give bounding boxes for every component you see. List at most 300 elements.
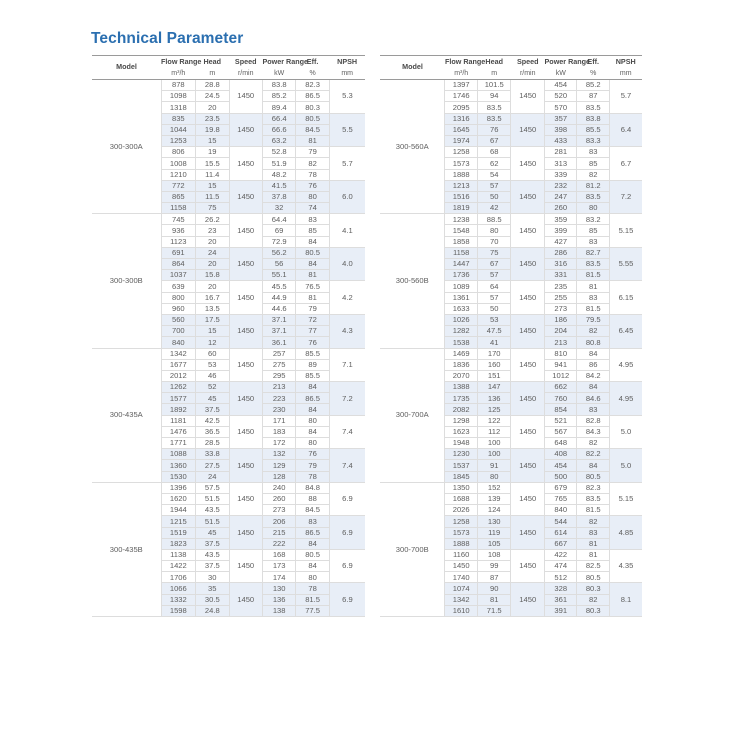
unit-power: kW <box>262 68 295 80</box>
eff-cell: 84 <box>296 538 329 549</box>
column-header-eff: Eff. <box>296 56 329 69</box>
head-cell: 50 <box>477 191 511 202</box>
speed-cell: 1450 <box>229 214 262 248</box>
power-cell: 570 <box>545 102 577 113</box>
flow-cell: 1210 <box>161 169 196 180</box>
head-cell: 139 <box>477 493 511 504</box>
model-cell: 300-700B <box>380 482 445 616</box>
npsh-cell: 4.35 <box>609 549 642 583</box>
npsh-cell: 5.5 <box>329 113 365 147</box>
npsh-cell: 6.0 <box>329 180 365 214</box>
eff-cell: 86 <box>577 359 609 370</box>
eff-cell: 85.5 <box>296 370 329 381</box>
flow-cell: 1538 <box>445 337 477 348</box>
head-cell: 30.5 <box>196 594 229 605</box>
table-row <box>92 482 365 493</box>
head-cell: 64 <box>477 281 511 292</box>
flow-cell: 1519 <box>161 527 196 538</box>
power-cell: 37.1 <box>262 326 295 337</box>
eff-cell: 82.2 <box>577 449 609 460</box>
flow-cell: 1098 <box>161 91 196 102</box>
power-cell: 810 <box>545 348 577 359</box>
flow-cell: 1397 <box>445 80 477 91</box>
flow-cell: 1633 <box>445 303 477 314</box>
unit-eff: % <box>577 68 609 80</box>
head-cell: 152 <box>477 482 511 493</box>
speed-cell: 1450 <box>229 247 262 281</box>
power-cell: 260 <box>545 203 577 214</box>
flow-cell: 1573 <box>445 527 477 538</box>
column-header-model: Model <box>92 56 161 80</box>
speed-cell: 1450 <box>229 314 262 348</box>
speed-cell: 1450 <box>511 281 545 315</box>
power-cell: 454 <box>545 460 577 471</box>
head-cell: 28.5 <box>196 438 229 449</box>
head-cell: 108 <box>477 549 511 560</box>
eff-cell: 80.5 <box>577 572 609 583</box>
eff-cell: 84.5 <box>296 505 329 516</box>
flow-cell: 1037 <box>161 270 196 281</box>
eff-cell: 82 <box>296 158 329 169</box>
eff-cell: 76.5 <box>296 281 329 292</box>
model-cell: 300-300B <box>92 214 161 348</box>
flow-cell: 1537 <box>445 460 477 471</box>
speed-cell: 1450 <box>229 449 262 483</box>
flow-cell: 1282 <box>445 326 477 337</box>
power-cell: 69 <box>262 225 295 236</box>
npsh-cell: 6.9 <box>329 482 365 516</box>
model-cell: 300-435A <box>92 348 161 482</box>
eff-cell: 83.5 <box>577 102 609 113</box>
power-cell: 427 <box>545 236 577 247</box>
head-cell: 47.5 <box>477 326 511 337</box>
head-cell: 124 <box>477 505 511 516</box>
head-cell: 88.5 <box>477 214 511 225</box>
head-cell: 100 <box>477 449 511 460</box>
eff-cell: 80.5 <box>296 549 329 560</box>
flow-cell: 1158 <box>445 247 477 258</box>
flow-cell: 2070 <box>445 370 477 381</box>
speed-cell: 1450 <box>229 348 262 382</box>
column-header-flow-range: Flow Range <box>445 56 477 69</box>
eff-cell: 86.5 <box>296 91 329 102</box>
eff-cell: 80.3 <box>577 605 609 616</box>
eff-cell: 85.5 <box>577 124 609 135</box>
npsh-cell: 7.2 <box>609 180 642 214</box>
flow-cell: 1735 <box>445 393 477 404</box>
flow-cell: 1888 <box>445 538 477 549</box>
head-cell: 33.8 <box>196 449 229 460</box>
eff-cell: 72 <box>296 314 329 325</box>
eff-cell: 81.5 <box>577 303 609 314</box>
power-cell: 361 <box>545 594 577 605</box>
power-cell: 56 <box>262 259 295 270</box>
eff-cell: 84 <box>296 426 329 437</box>
eff-cell: 85 <box>577 158 609 169</box>
head-cell: 42 <box>477 203 511 214</box>
head-cell: 57 <box>477 180 511 191</box>
power-cell: 128 <box>262 471 295 482</box>
power-cell: 313 <box>545 158 577 169</box>
eff-cell: 86.5 <box>296 393 329 404</box>
technical-parameter-table-left <box>92 55 365 617</box>
power-cell: 398 <box>545 124 577 135</box>
head-cell: 170 <box>477 348 511 359</box>
flow-cell: 1823 <box>161 538 196 549</box>
flow-cell: 1360 <box>161 460 196 471</box>
eff-cell: 78 <box>296 583 329 594</box>
eff-cell: 81 <box>577 549 609 560</box>
column-header-power-range: Power Range <box>262 56 295 69</box>
column-header-flow-range: Flow Range <box>161 56 196 69</box>
flow-cell: 1230 <box>445 449 477 460</box>
head-cell: 54 <box>477 169 511 180</box>
power-cell: 521 <box>545 415 577 426</box>
flow-cell: 1342 <box>445 594 477 605</box>
power-cell: 72.9 <box>262 236 295 247</box>
head-cell: 36.5 <box>196 426 229 437</box>
eff-cell: 84 <box>296 236 329 247</box>
flow-cell: 1342 <box>161 348 196 359</box>
head-cell: 94 <box>477 91 511 102</box>
speed-cell: 1450 <box>511 583 545 617</box>
flow-cell: 1181 <box>161 415 196 426</box>
head-cell: 91 <box>477 460 511 471</box>
eff-cell: 81 <box>296 135 329 146</box>
head-cell: 75 <box>477 247 511 258</box>
head-cell: 125 <box>477 404 511 415</box>
head-cell: 112 <box>477 426 511 437</box>
power-cell: 667 <box>545 538 577 549</box>
head-cell: 99 <box>477 561 511 572</box>
column-header-head: Head <box>477 56 511 69</box>
head-cell: 15 <box>196 135 229 146</box>
head-cell: 119 <box>477 527 511 538</box>
flow-cell: 1138 <box>161 549 196 560</box>
power-cell: 854 <box>545 404 577 415</box>
power-cell: 36.1 <box>262 337 295 348</box>
eff-cell: 81.2 <box>577 180 609 191</box>
eff-cell: 80.5 <box>296 247 329 258</box>
flow-cell: 1469 <box>445 348 477 359</box>
head-cell: 15.5 <box>196 158 229 169</box>
head-cell: 51.5 <box>196 493 229 504</box>
eff-cell: 82 <box>577 326 609 337</box>
flow-cell: 1332 <box>161 594 196 605</box>
power-cell: 37.1 <box>262 314 295 325</box>
speed-cell: 1450 <box>229 549 262 583</box>
head-cell: 147 <box>477 382 511 393</box>
flow-cell: 691 <box>161 247 196 258</box>
power-cell: 85.2 <box>262 91 295 102</box>
npsh-cell: 5.15 <box>609 482 642 516</box>
npsh-cell: 7.4 <box>329 415 365 449</box>
npsh-cell: 5.15 <box>609 214 642 248</box>
flow-cell: 1026 <box>445 314 477 325</box>
power-cell: 89.4 <box>262 102 295 113</box>
speed-cell: 1450 <box>229 415 262 449</box>
eff-cell: 84 <box>296 404 329 415</box>
npsh-cell: 7.4 <box>329 449 365 483</box>
eff-cell: 78 <box>296 169 329 180</box>
eff-cell: 80 <box>296 415 329 426</box>
flow-cell: 1450 <box>445 561 477 572</box>
flow-cell: 936 <box>161 225 196 236</box>
flow-cell: 1892 <box>161 404 196 415</box>
head-cell: 53 <box>477 314 511 325</box>
power-cell: 63.2 <box>262 135 295 146</box>
head-cell: 24.5 <box>196 91 229 102</box>
power-cell: 138 <box>262 605 295 616</box>
eff-cell: 80 <box>296 191 329 202</box>
head-cell: 83.5 <box>477 102 511 113</box>
eff-cell: 81 <box>296 292 329 303</box>
eff-cell: 80.5 <box>296 113 329 124</box>
power-cell: 222 <box>262 538 295 549</box>
head-cell: 41 <box>477 337 511 348</box>
flow-cell: 1066 <box>161 583 196 594</box>
power-cell: 32 <box>262 203 295 214</box>
eff-cell: 74 <box>296 203 329 214</box>
power-cell: 52.8 <box>262 147 295 158</box>
npsh-cell: 4.1 <box>329 214 365 248</box>
head-cell: 151 <box>477 370 511 381</box>
flow-cell: 1677 <box>161 359 196 370</box>
head-cell: 105 <box>477 538 511 549</box>
flow-cell: 1771 <box>161 438 196 449</box>
power-cell: 173 <box>262 561 295 572</box>
eff-cell: 79.5 <box>577 314 609 325</box>
flow-cell: 1318 <box>161 102 196 113</box>
head-cell: 17.5 <box>196 314 229 325</box>
head-cell: 122 <box>477 415 511 426</box>
eff-cell: 81.5 <box>577 270 609 281</box>
column-header-npsh: NPSH <box>329 56 365 69</box>
flow-cell: 1819 <box>445 203 477 214</box>
head-cell: 70 <box>477 236 511 247</box>
npsh-cell: 4.95 <box>609 382 642 416</box>
speed-cell: 1450 <box>511 180 545 214</box>
flow-cell: 1238 <box>445 214 477 225</box>
speed-cell: 1450 <box>511 214 545 248</box>
npsh-cell: 4.2 <box>329 281 365 315</box>
model-cell: 300-560B <box>380 214 445 348</box>
eff-cell: 76 <box>296 449 329 460</box>
head-cell: 15 <box>196 180 229 191</box>
table-row <box>380 482 642 493</box>
power-cell: 168 <box>262 549 295 560</box>
eff-cell: 85 <box>577 225 609 236</box>
power-cell: 260 <box>262 493 295 504</box>
flow-cell: 1158 <box>161 203 196 214</box>
flow-cell: 1160 <box>445 549 477 560</box>
head-cell: 16.7 <box>196 292 229 303</box>
unit-head: m <box>477 68 511 80</box>
power-cell: 840 <box>545 505 577 516</box>
npsh-cell: 5.0 <box>609 415 642 449</box>
power-cell: 172 <box>262 438 295 449</box>
head-cell: 101.5 <box>477 80 511 91</box>
flow-cell: 1577 <box>161 393 196 404</box>
flow-cell: 1858 <box>445 236 477 247</box>
power-cell: 230 <box>262 404 295 415</box>
flow-cell: 1688 <box>445 493 477 504</box>
eff-cell: 85.5 <box>296 348 329 359</box>
column-header-speed: Speed <box>511 56 545 69</box>
head-cell: 71.5 <box>477 605 511 616</box>
power-cell: 235 <box>545 281 577 292</box>
power-cell: 500 <box>545 471 577 482</box>
eff-cell: 77 <box>296 326 329 337</box>
flow-cell: 700 <box>161 326 196 337</box>
power-cell: 662 <box>545 382 577 393</box>
power-cell: 339 <box>545 169 577 180</box>
power-cell: 204 <box>545 326 577 337</box>
model-cell: 300-700A <box>380 348 445 482</box>
flow-cell: 1620 <box>161 493 196 504</box>
power-cell: 408 <box>545 449 577 460</box>
power-cell: 1012 <box>545 370 577 381</box>
head-cell: 19 <box>196 147 229 158</box>
power-cell: 544 <box>545 516 577 527</box>
power-cell: 129 <box>262 460 295 471</box>
head-cell: 19.8 <box>196 124 229 135</box>
eff-cell: 83.3 <box>577 135 609 146</box>
head-cell: 24 <box>196 247 229 258</box>
speed-cell: 1450 <box>229 583 262 617</box>
speed-cell: 1450 <box>511 549 545 583</box>
npsh-cell: 4.85 <box>609 516 642 550</box>
power-cell: 273 <box>262 505 295 516</box>
eff-cell: 82 <box>577 594 609 605</box>
head-cell: 136 <box>477 393 511 404</box>
power-cell: 44.6 <box>262 303 295 314</box>
head-cell: 11.4 <box>196 169 229 180</box>
power-cell: 66.4 <box>262 113 295 124</box>
head-cell: 57.5 <box>196 482 229 493</box>
head-cell: 12 <box>196 337 229 348</box>
column-header-model: Model <box>380 56 445 80</box>
head-cell: 52 <box>196 382 229 393</box>
npsh-cell: 6.45 <box>609 314 642 348</box>
flow-cell: 1253 <box>161 135 196 146</box>
power-cell: 55.1 <box>262 270 295 281</box>
eff-cell: 82.3 <box>577 482 609 493</box>
flow-cell: 806 <box>161 147 196 158</box>
page-title: Technical Parameter <box>91 30 244 47</box>
eff-cell: 88 <box>296 493 329 504</box>
speed-cell: 1450 <box>511 415 545 449</box>
power-cell: 295 <box>262 370 295 381</box>
flow-cell: 864 <box>161 259 196 270</box>
speed-cell: 1450 <box>229 147 262 181</box>
power-cell: 240 <box>262 482 295 493</box>
table-row <box>92 348 365 359</box>
eff-cell: 81 <box>577 281 609 292</box>
eff-cell: 84 <box>296 561 329 572</box>
eff-cell: 81.5 <box>296 594 329 605</box>
model-cell: 300-300A <box>92 80 161 214</box>
npsh-cell: 6.15 <box>609 281 642 315</box>
eff-cell: 77.5 <box>296 605 329 616</box>
speed-cell: 1450 <box>511 449 545 483</box>
power-cell: 132 <box>262 449 295 460</box>
eff-cell: 82.7 <box>577 247 609 258</box>
power-cell: 130 <box>262 583 295 594</box>
flow-cell: 1944 <box>161 505 196 516</box>
eff-cell: 84.3 <box>577 426 609 437</box>
eff-cell: 81.5 <box>577 505 609 516</box>
power-cell: 45.5 <box>262 281 295 292</box>
head-cell: 80 <box>477 225 511 236</box>
table-row <box>92 80 365 91</box>
flow-cell: 1836 <box>445 359 477 370</box>
head-cell: 57 <box>477 270 511 281</box>
power-cell: 331 <box>545 270 577 281</box>
flow-cell: 800 <box>161 292 196 303</box>
head-cell: 20 <box>196 259 229 270</box>
flow-cell: 1258 <box>445 147 477 158</box>
head-cell: 76 <box>477 124 511 135</box>
flow-cell: 1623 <box>445 426 477 437</box>
head-cell: 28.8 <box>196 80 229 91</box>
power-cell: 255 <box>545 292 577 303</box>
power-cell: 136 <box>262 594 295 605</box>
eff-cell: 79 <box>296 303 329 314</box>
speed-cell: 1450 <box>511 482 545 516</box>
flow-cell: 1516 <box>445 191 477 202</box>
power-cell: 213 <box>545 337 577 348</box>
power-cell: 520 <box>545 91 577 102</box>
flow-cell: 1088 <box>161 449 196 460</box>
eff-cell: 84.5 <box>296 124 329 135</box>
head-cell: 83.5 <box>477 113 511 124</box>
flow-cell: 1350 <box>445 482 477 493</box>
power-cell: 512 <box>545 572 577 583</box>
flow-cell: 840 <box>161 337 196 348</box>
eff-cell: 84 <box>577 460 609 471</box>
speed-cell: 1450 <box>511 516 545 550</box>
head-cell: 62 <box>477 158 511 169</box>
eff-cell: 79 <box>296 147 329 158</box>
eff-cell: 82.5 <box>577 561 609 572</box>
table-row <box>380 214 642 225</box>
power-cell: 765 <box>545 493 577 504</box>
eff-cell: 82.8 <box>577 415 609 426</box>
npsh-cell: 4.3 <box>329 314 365 348</box>
head-cell: 26.2 <box>196 214 229 225</box>
speed-cell: 1450 <box>229 180 262 214</box>
column-header-speed: Speed <box>229 56 262 69</box>
eff-cell: 83.5 <box>577 191 609 202</box>
flow-cell: 2012 <box>161 370 196 381</box>
eff-cell: 83.2 <box>577 214 609 225</box>
npsh-cell: 4.95 <box>609 348 642 382</box>
power-cell: 174 <box>262 572 295 583</box>
power-cell: 422 <box>545 549 577 560</box>
power-cell: 391 <box>545 605 577 616</box>
eff-cell: 83 <box>577 147 609 158</box>
power-cell: 213 <box>262 382 295 393</box>
speed-cell: 1450 <box>511 247 545 281</box>
flow-cell: 1215 <box>161 516 196 527</box>
flow-cell: 745 <box>161 214 196 225</box>
eff-cell: 89 <box>296 359 329 370</box>
head-cell: 50 <box>477 303 511 314</box>
flow-cell: 1740 <box>445 572 477 583</box>
power-cell: 206 <box>262 516 295 527</box>
model-cell: 300-560A <box>380 80 445 214</box>
